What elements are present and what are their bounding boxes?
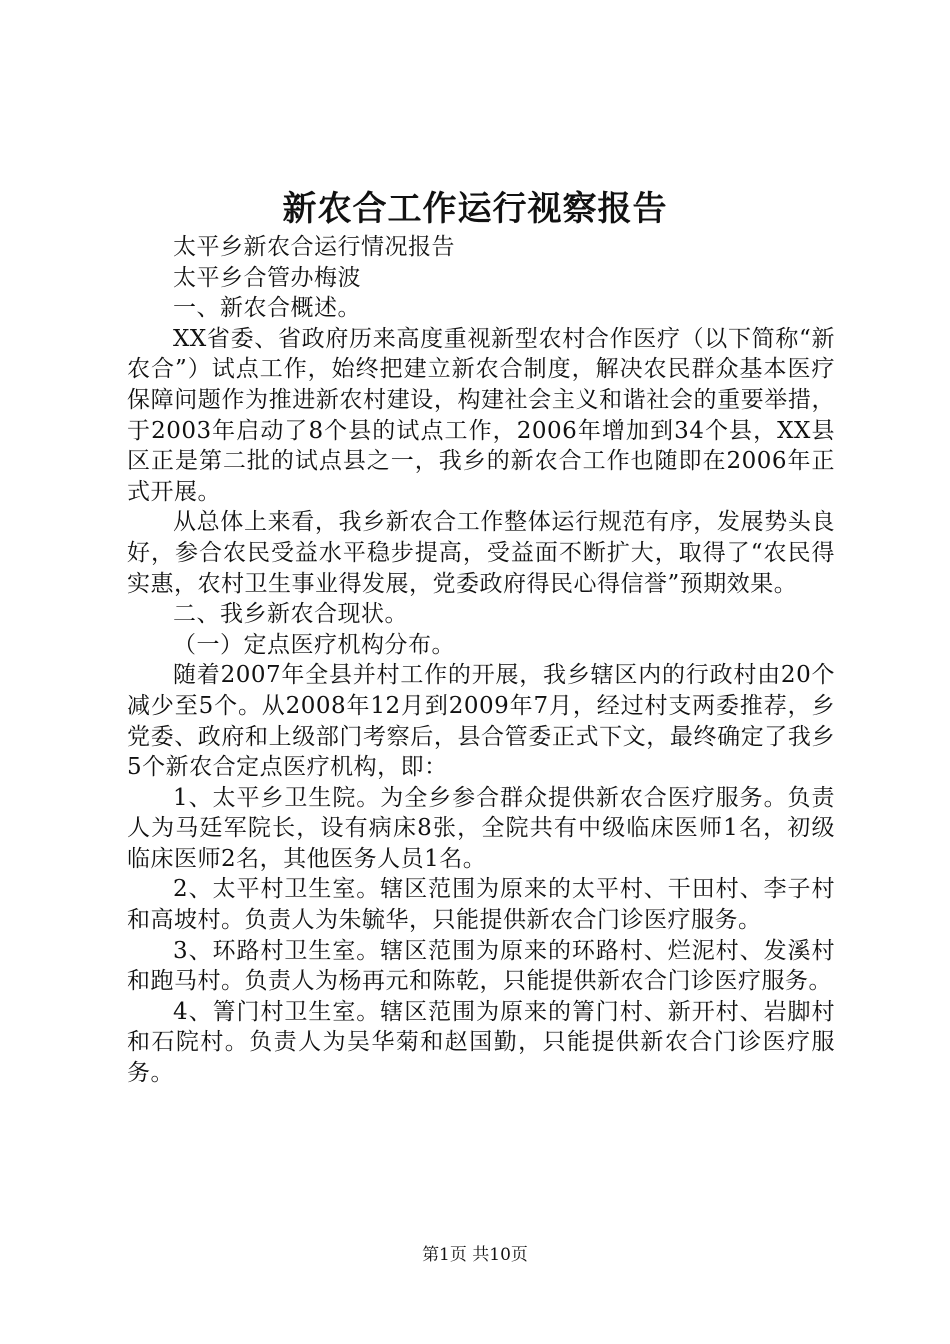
list-item-clinic-2: 2、太平村卫生室。辖区范围为原来的太平村、干田村、李子村和高坡村。负责人为朱毓华，只能提供新农合门诊医疗服务。 bbox=[127, 876, 835, 934]
document-body bbox=[127, 232, 835, 1089]
paragraph-report-title: 太平乡新农合运行情况报告 bbox=[173, 234, 455, 260]
section-heading-status: 二、我乡新农合现状。 bbox=[173, 601, 408, 628]
paragraph-summary: 从总体上来看，我乡新农合工作整体运行规范有序，发展势头良好，参合农民受益水平稳步提高，受益面不断扩大，取得了“农民得实惠，农村卫生事业得发展，党委政府得民心得信誉”预期效果。 bbox=[127, 509, 835, 597]
list-item-clinic-3: 3、环路村卫生室。辖区范围为原来的环路村、烂泥村、发溪村和跑马村。负责人为杨再元和陈乾，只能提供新农合门诊医疗服务。 bbox=[127, 937, 835, 995]
paragraph-distribution: 随着2007年全县并村工作的开展，我乡辖区内的行政村由20个减少至5个。从2008年12月到2009年7月，经过村支两委推荐，乡党委、政府和上级部门考察后，县合管委正式下文，最终确定了我乡5个新农合定点医疗机构，即： bbox=[127, 662, 835, 781]
page-footer: 第1页 共10页 bbox=[422, 1245, 528, 1265]
list-item-clinic-4: 4、箐门村卫生室。辖区范围为原来的箐门村、新开村、岩脚村和石院村。负责人为吴华菊和赵国勤，只能提供新农合门诊医疗服务。 bbox=[127, 998, 835, 1087]
paragraph-author: 太平乡合管办梅波 bbox=[173, 264, 361, 291]
subsection-heading-distribution: （一）定点医疗机构分布。 bbox=[173, 631, 455, 658]
paragraph-overview: XX省委、省政府历来高度重视新型农村合作医疗（以下简称“新农合”）试点工作，始终把建立新农合制度，解决农民群众基本医疗保障问题作为推进新农村建设，构建社会主义和谐社会的重要举措，于2003年启动了8个县的试点工作，2006年增加到34个县，XX县区正是第二批的试点县之一，我乡的新农合工作也随即在2006年正式开展。 bbox=[127, 325, 835, 505]
document-title: 新农合工作运行视察报告 bbox=[282, 189, 668, 229]
list-item-clinic-1: 1、太平乡卫生院。为全乡参合群众提供新农合医疗服务。负责人为马廷军院长，设有病床8张，全院共有中级临床医师1名，初级临床医师2名，其他医务人员1名。 bbox=[127, 784, 835, 872]
section-heading-overview: 一、新农合概述。 bbox=[173, 295, 361, 322]
